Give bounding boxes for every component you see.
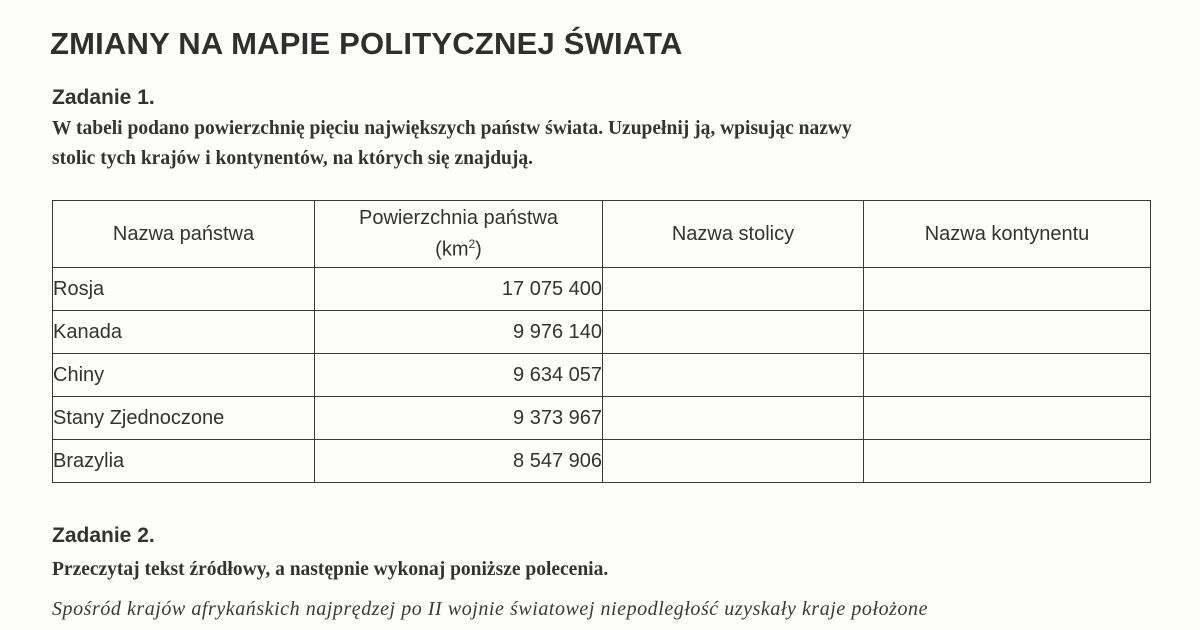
header-area — [315, 201, 603, 268]
cell-area: 9 373 967 — [315, 397, 603, 440]
cell-continent-input[interactable] — [864, 311, 1151, 354]
task2-instruction: Przeczytaj tekst źródłowy, a następnie wykonaj poniższe polecenia. — [52, 559, 609, 580]
task1-instruction — [52, 114, 852, 174]
table-row — [53, 440, 1151, 483]
header-country: Nazwa państwa — [53, 201, 315, 268]
table-row — [53, 311, 1151, 354]
cell-country: Chiny — [53, 354, 315, 397]
table-row — [53, 268, 1151, 311]
cell-continent-input[interactable] — [864, 440, 1151, 483]
cell-country: Kanada — [53, 311, 315, 354]
table-row — [53, 354, 1151, 397]
task1-instruction-line2: stolic tych krajów i kontynentów, na których się znajdują. — [52, 148, 534, 169]
cell-country: Rosja — [53, 268, 315, 311]
cell-area: 9 976 140 — [315, 311, 603, 354]
cell-capital-input[interactable] — [603, 354, 864, 397]
cell-area: 8 547 906 — [315, 440, 603, 483]
cell-capital-input[interactable] — [603, 311, 864, 354]
task1-heading: Zadanie 1. — [52, 86, 155, 109]
source-text: Spośród krajów afrykańskich najprędzej po II wojnie światowej niepodległość uzyskały kraje położone — [52, 598, 929, 620]
task1-instruction-line1: W tabeli podano powierzchnię pięciu największych państw świata. Uzupełnij ją, wpisując nazwy — [52, 118, 852, 139]
cell-country: Brazylia — [53, 440, 315, 483]
header-area-label: Powierzchnia państwa — [359, 207, 558, 230]
cell-capital-input[interactable] — [603, 268, 864, 311]
cell-country: Stany Zjednoczone — [53, 397, 315, 440]
task2-heading: Zadanie 2. — [52, 524, 155, 547]
table-header-row — [53, 201, 1151, 268]
cell-area: 9 634 057 — [315, 354, 603, 397]
cell-capital-input[interactable] — [603, 397, 864, 440]
cell-continent-input[interactable] — [864, 397, 1151, 440]
header-area-unit: $(km^2)$ — [435, 237, 482, 261]
header-continent: Nazwa kontynentu — [864, 201, 1151, 268]
header-capital: Nazwa stolicy — [603, 201, 864, 268]
table-row — [53, 397, 1151, 440]
cell-continent-input[interactable] — [864, 354, 1151, 397]
cell-capital-input[interactable] — [603, 440, 864, 483]
cell-continent-input[interactable] — [864, 268, 1151, 311]
page-title: ZMIANY NA MAPIE POLITYCZNEJ ŚWIATA — [50, 26, 683, 61]
capitals-table — [52, 200, 1151, 483]
cell-area: 17 075 400 — [315, 268, 603, 311]
